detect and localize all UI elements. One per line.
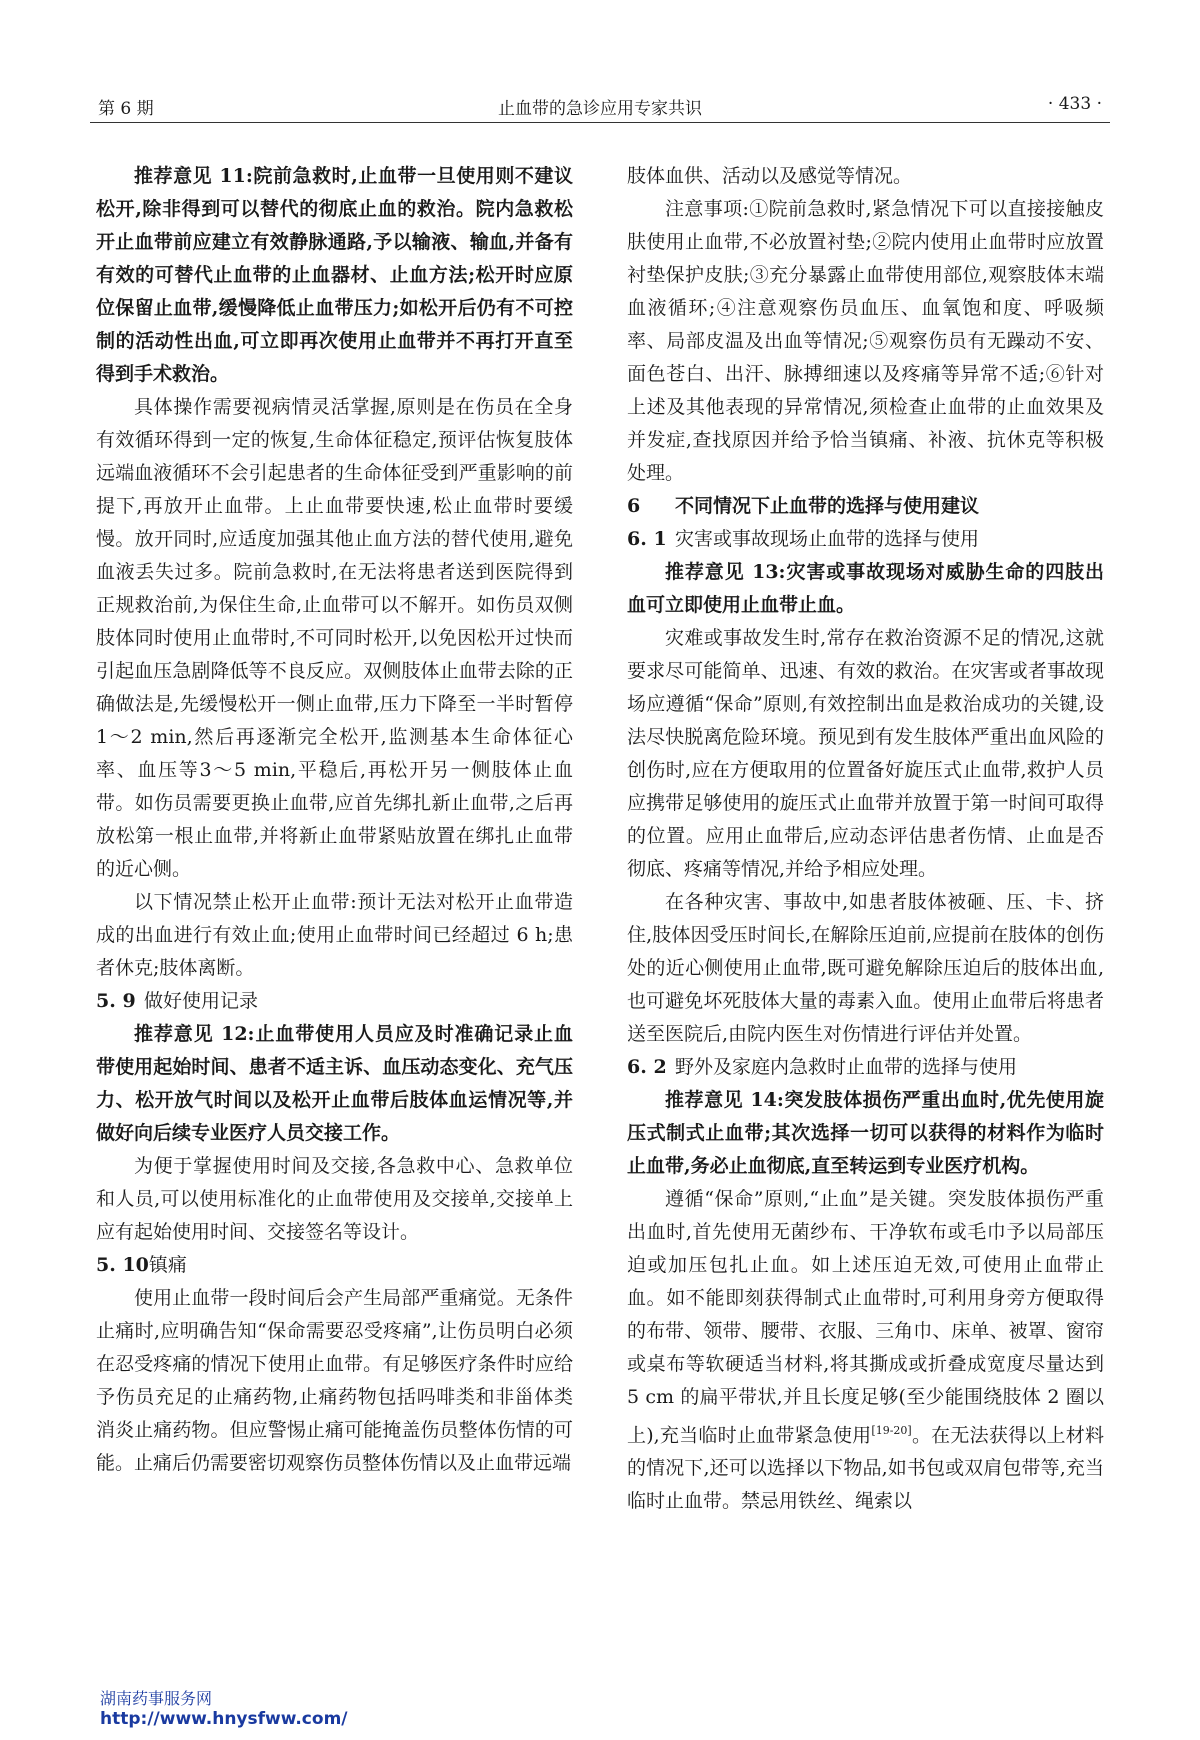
section-title: 野外及家庭内急救时止血带的选择与使用 <box>675 1056 1018 1078</box>
recommendation-11: 推荐意见 11:院前急救时,止血带一旦使用则不建议松开,除非得到可以替代的彻底止血的救治。院内急救松开止血带前应建立有效静脉通路,予以输液、输血,并备有有效的可替代止血带的止血器材、止血方法;松开时应原位保留止血带,缓慢降低止血带压力;如松开后仍有不可控制的活动性出血,可立即再次使用止血带并不再打开直至得到手术救治。 <box>96 165 573 385</box>
paragraph: 具体操作需要视病情灵活掌握,原则是在伤员在全身有效循环得到一定的恢复,生命体征稳定,预评估恢复肢体远端血液循环不会引起患者的生命体征受到严重影响的前提下,再放开止血带。上止血带要快速,松止血带时要缓慢。放开同时,应适度加强其他止血方法的替代使用,避免血液丢失过多。院前急救时,在无法将患者送到医院得到正规救治前,为保住生命,止血带可以不解开。如伤员双侧肢体同时使用止血带时,不可同时松开,以免因松开过快而引起血压急剧降低等不良反应。双侧肢体止血带去除的正确做法是,先缓慢松开一侧止血带,压力下降至一半时暂停 1～2 min,然后再逐渐完全松开,监测基本生命体征心率、血压等3～5 min,平稳后,再松开另一侧肢体止血带。如伤员需要更换止血带,应首先绑扎新止血带,之后再放松第一根止血带,并将新止血带紧贴放置在绑扎止血带的近心侧。 <box>96 396 573 880</box>
section-title: 镇痛 <box>148 1254 187 1276</box>
running-title: 止血带的急诊应用专家共识 <box>498 99 702 119</box>
right-column <box>627 160 1104 1518</box>
section-heading-6 <box>627 490 1104 523</box>
section-title: 做好使用记录 <box>144 990 259 1012</box>
paragraph: 灾难或事故发生时,常存在救治资源不足的情况,这就要求尽可能简单、迅速、有效的救治。在灾害或者事故现场应遵循“保命”原则,有效控制出血是救治成功的关键,设法尽快脱离危险环境。预见到有发生肢体严重出血风险的创伤时,应在方便取用的位置备好旋压式止血带,救护人员应携带足够使用的旋压式止血带并放置于第一时间可取得的位置。应用止血带后,应动态评估患者伤情、止血是否彻底、疼痛等情况,并给予相应处理。 <box>627 627 1104 880</box>
section-heading-5-10 <box>96 1249 573 1282</box>
site-name: 湖南药事服务网 <box>100 1689 213 1708</box>
paragraph: 以下情况禁止松开止血带:预计无法对松开止血带造成的出血进行有效止血;使用止血带时间已经超过 6 h;患者休克;肢体离断。 <box>96 891 573 979</box>
paragraph-text: 。在无法获得以上材料的情况下,还可以选择以下物品,如书包或双肩包带等,充当临时止血带。禁忌用铁丝、绳索以 <box>627 1424 1104 1513</box>
paragraph: 使用止血带一段时间后会产生局部严重痛觉。无条件止痛时,应明确告知“保命需要忍受疼痛”,让伤员明白必须在忍受疼痛的情况下使用止血带。有足够医疗条件时应给予伤员充足的止痛药物,止痛药物包括吗啡类和非甾体类消炎止痛药物。但应警惕止痛可能掩盖伤员整体伤情的可能。止痛后仍需要密切观察伤员整体伤情以及止血带远端 <box>96 1287 573 1474</box>
paragraph-text: 遵循“保命”原则,“止血”是关键。突发肢体损伤严重出血时,首先使用无菌纱布、干净软布或毛巾予以局部压迫或加压包扎止血。如上述压迫无效,可使用止血带止血。如不能即刻获得制式止血带时,可利用身旁方便取得的布带、领带、腰带、衣服、三角巾、床单、被罩、窗帘或桌布等软硬适当材料,将其撕成或折叠成宽度尽量达到 5 cm 的扁平带状,并且长度足够(至少能围绕肢体 2 圈以上),充当临时止血带紧急使用 <box>627 1188 1104 1447</box>
section-number: 6. 1 <box>627 528 667 550</box>
paragraph: 为便于掌握使用时间及交接,各急救中心、急救单位和人员,可以使用标准化的止血带使用及交接单,交接单上应有起始使用时间、交接签名等设计。 <box>96 1155 573 1243</box>
section-heading-6-2 <box>627 1051 1104 1084</box>
footer-watermark <box>100 1686 348 1729</box>
paragraph-continued: 肢体血供、活动以及感觉等情况。 <box>627 165 913 187</box>
recommendation-13: 推荐意见 13:灾害或事故现场对威胁生命的四肢出血可立即使用止血带止血。 <box>627 561 1104 616</box>
section-heading-6-1 <box>627 523 1104 556</box>
paragraph: 注意事项:①院前急救时,紧急情况下可以直接接触皮肤使用止血带,不必放置衬垫;②院内使用止血带时应放置衬垫保护皮肤;③充分暴露止血带使用部位,观察肢体末端血液循环;④注意观察伤员血压、血氧饱和度、呼吸频率、局部皮温及出血等情况;⑤观察伤员有无躁动不安、面色苍白、出汗、脉搏细速以及疼痛等异常不适;⑥针对上述及其他表现的异常情况,须检查止血带的止血效果及并发症,查找原因并给予恰当镇痛、补液、抗休克等积极处理。 <box>627 198 1104 484</box>
section-title: 灾害或事故现场止血带的选择与使用 <box>675 528 980 550</box>
paragraph: 在各种灾害、事故中,如患者肢体被砸、压、卡、挤住,肢体因受压时间长,在解除压迫前,应提前在肢体的创伤处的近心侧使用止血带,既可避免解除压迫后的肢体出血,也可避免坏死肢体大量的毒素入血。使用止血带后将患者送至医院后,由院内医生对伤情进行评估并处置。 <box>627 891 1104 1045</box>
left-column <box>96 160 573 1480</box>
section-number: 5. 10 <box>96 1254 149 1276</box>
section-number: 6. 2 <box>627 1056 667 1078</box>
site-url-link[interactable]: http://www.hnysfww.com/ <box>100 1709 348 1729</box>
section-title: 不同情况下止血带的选择与使用建议 <box>675 495 980 517</box>
paragraph <box>627 1183 1104 1518</box>
section-heading-5-9 <box>96 985 573 1018</box>
page-number: · 433 · <box>1047 94 1102 114</box>
page-header <box>90 90 1110 123</box>
citation-reference[interactable]: [19-20] <box>871 1424 912 1437</box>
section-number: 6 <box>627 495 641 517</box>
section-number: 5. 9 <box>96 990 136 1012</box>
issue-number: 第 6 期 <box>98 99 154 119</box>
recommendation-12: 推荐意见 12:止血带使用人员应及时准确记录止血带使用起始时间、患者不适主诉、血压动态变化、充气压力、松开放气时间以及松开止血带后肢体血运情况等,并做好向后续专业医疗人员交接工作。 <box>96 1023 573 1144</box>
recommendation-14: 推荐意见 14:突发肢体损伤严重出血时,优先使用旋压式制式止血带;其次选择一切可以获得的材料作为临时止血带,务必止血彻底,直至转运到专业医疗机构。 <box>627 1089 1104 1177</box>
